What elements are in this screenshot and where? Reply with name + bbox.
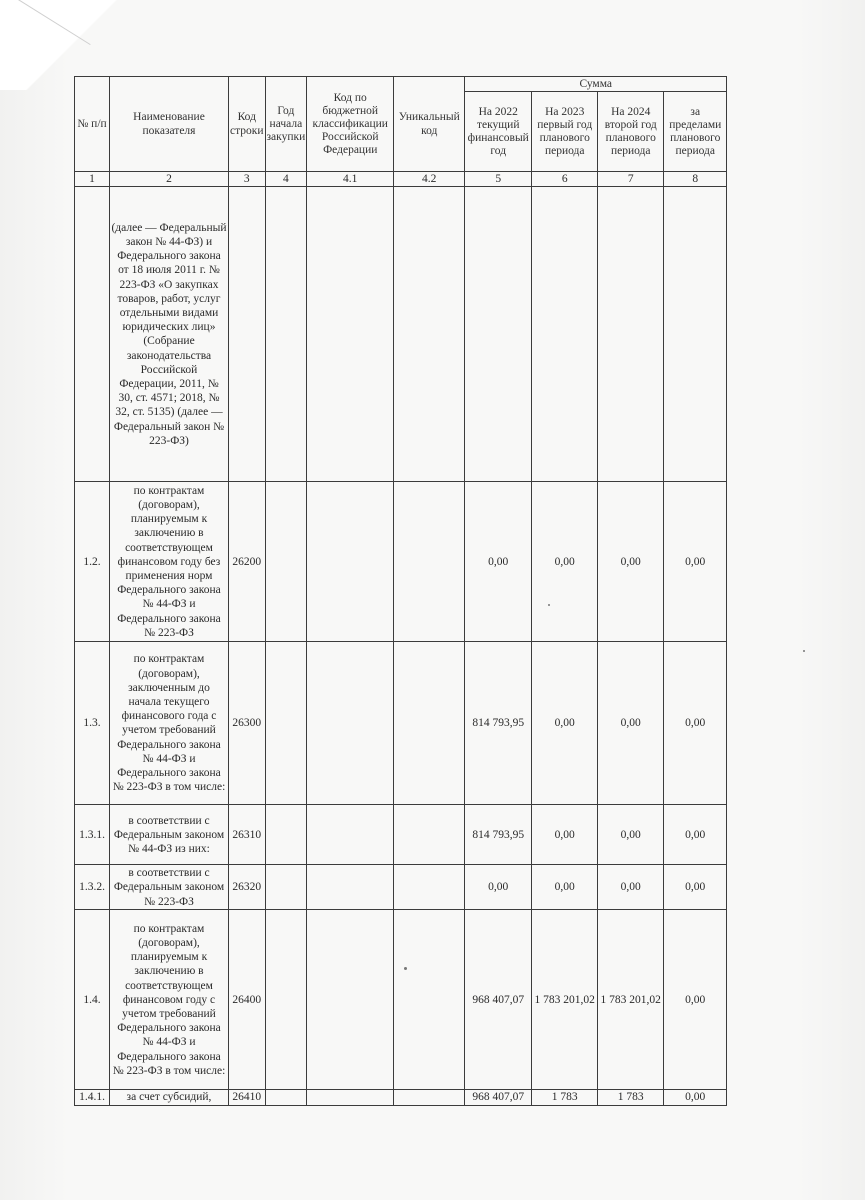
row-value-2023 [532,187,598,482]
index-cell: 3 [229,172,266,187]
row-value-2023: 0,00 [532,482,598,642]
row-num: 1.2. [75,482,110,642]
row-num: 1.4.1. [75,1090,110,1105]
row-value-2022: 0,00 [465,482,532,642]
row-unique-code [394,865,465,910]
row-value-2022: 968 407,07 [465,1090,532,1105]
table-row [75,1090,727,1105]
row-value-2022: 0,00 [465,865,532,910]
row-name: в соответствии с Федеральным законом № 44-ФЗ из них: [110,805,229,865]
header-name: Наименование показателя [110,77,229,172]
table-row [75,482,727,642]
row-value-2024: 0,00 [598,805,664,865]
index-cell: 5 [465,172,532,187]
row-value-beyond: 0,00 [664,482,727,642]
row-unique-code [394,805,465,865]
row-value-2023: 1 783 [532,1090,598,1105]
index-cell: 8 [664,172,727,187]
index-cell: 1 [75,172,110,187]
row-unique-code [394,1090,465,1105]
row-num: 1.3.2. [75,865,110,910]
row-value-2023: 0,00 [532,865,598,910]
header-2024: На 2024 второй год планового периода [598,92,664,172]
row-name: по контрактам (договорам), заключенным до начала текущего финансового года с учетом требований Федерального закона № 44-ФЗ и Федерального закона № 223-ФЗ в том числе: [110,642,229,805]
row-budget-code [307,482,394,642]
row-budget-code [307,187,394,482]
scan-speck [803,650,805,652]
row-value-2022: 814 793,95 [465,805,532,865]
row-name: (далее — Федеральный закон № 44-ФЗ) и Федерального закона от 18 июля 2011 г. № 223-ФЗ «О закупках товаров, работ, услуг отдельными видами юридических лиц» (Собрание законодательства Российской Федерации, 2011, № 30, ст. 4571; 2018, № 32, ст. 5135) (далее — Федеральный закон № 223-ФЗ) [110,187,229,482]
scan-speck [404,967,407,970]
table-row [75,805,727,865]
row-num: 1.3.1. [75,805,110,865]
row-unique-code [394,910,465,1090]
row-name: за счет субсидий, [110,1090,229,1105]
header-num: № п/п [75,77,110,172]
row-unique-code [394,187,465,482]
row-code: 26310 [229,805,266,865]
header-2022: На 2022 текущий финансовый год [465,92,532,172]
scan-speck [548,604,550,606]
row-value-2022 [465,187,532,482]
row-value-2024: 1 783 [598,1090,664,1105]
header-unique-code: Уникальный код [394,77,465,172]
row-budget-code [307,642,394,805]
row-year [265,1090,307,1105]
row-name: в соответствии с Федеральным законом № 223-ФЗ [110,865,229,910]
row-name: по контрактам (договорам), планируемым к заключению в соответствующем финансовом году с учетом требований Федерального закона № 44-ФЗ и Федерального закона № 223-ФЗ в том числе: [110,910,229,1090]
index-cell: 4.2 [394,172,465,187]
row-name: по контрактам (договорам), планируемым к заключению в соответствующем финансовом году без применения норм Федерального закона № 44-ФЗ и Федерального закона № 223-ФЗ [110,482,229,642]
header-budget-code: Код по бюджетной классификации Российской Федерации [307,77,394,172]
row-value-2023: 0,00 [532,805,598,865]
row-budget-code [307,805,394,865]
row-value-2022: 814 793,95 [465,642,532,805]
header-sum: Сумма [465,77,727,92]
index-cell: 4.1 [307,172,394,187]
row-value-2024: 0,00 [598,642,664,805]
row-code: 26300 [229,642,266,805]
row-budget-code [307,865,394,910]
table-row [75,187,727,482]
row-value-beyond: 0,00 [664,805,727,865]
row-code [229,187,266,482]
index-cell: 2 [110,172,229,187]
row-year [265,910,307,1090]
row-unique-code [394,482,465,642]
row-code: 26400 [229,910,266,1090]
index-cell: 4 [265,172,307,187]
row-year [265,865,307,910]
header-beyond: за пределами планового периода [664,92,727,172]
row-code: 26320 [229,865,266,910]
index-cell: 7 [598,172,664,187]
row-value-2023: 1 783 201,02 [532,910,598,1090]
row-value-beyond: 0,00 [664,1090,727,1105]
row-code: 26200 [229,482,266,642]
row-value-2023: 0,00 [532,642,598,805]
row-value-2024: 1 783 201,02 [598,910,664,1090]
row-value-2024: 0,00 [598,482,664,642]
row-value-2022: 968 407,07 [465,910,532,1090]
row-year [265,482,307,642]
row-year [265,805,307,865]
row-budget-code [307,910,394,1090]
row-num: 1.3. [75,642,110,805]
table-row [75,865,727,910]
header-row-1 [75,77,727,92]
header-2023: На 2023 первый год планового периода [532,92,598,172]
row-budget-code [307,1090,394,1105]
row-num [75,187,110,482]
row-year [265,187,307,482]
row-value-beyond: 0,00 [664,865,727,910]
procurement-table [74,76,727,1106]
row-year [265,642,307,805]
index-row [75,172,727,187]
row-value-beyond [664,187,727,482]
row-value-beyond: 0,00 [664,642,727,805]
row-unique-code [394,642,465,805]
header-code: Код строки [229,77,266,172]
table-row [75,642,727,805]
header-year: Год начала закупки [265,77,307,172]
index-cell: 6 [532,172,598,187]
row-num: 1.4. [75,910,110,1090]
row-value-2024: 0,00 [598,865,664,910]
table-row [75,910,727,1090]
row-code: 26410 [229,1090,266,1105]
row-value-beyond: 0,00 [664,910,727,1090]
row-value-2024 [598,187,664,482]
